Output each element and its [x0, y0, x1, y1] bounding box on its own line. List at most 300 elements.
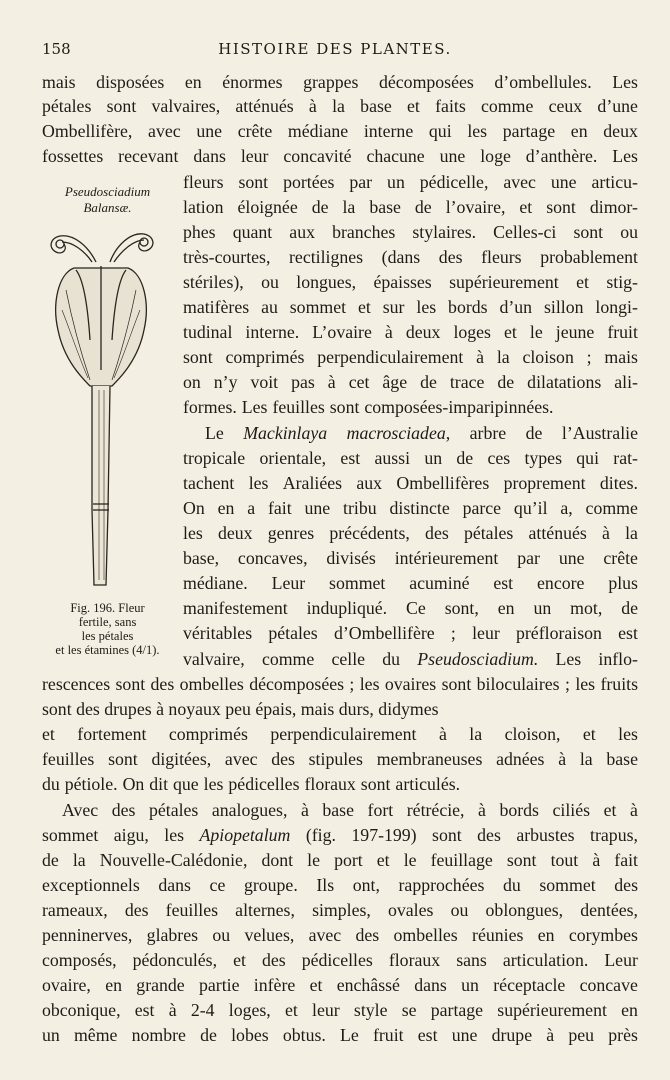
word: dans [158, 875, 191, 895]
word: types [524, 448, 562, 468]
word: Le [205, 423, 224, 443]
word: des [355, 925, 380, 945]
word: du [382, 649, 401, 669]
word: a, [560, 498, 573, 518]
word: et [357, 297, 371, 317]
word: du [503, 875, 521, 895]
word: par [517, 548, 540, 568]
word: partage [430, 1000, 484, 1020]
word: une [550, 172, 577, 192]
figure-caption-line-1: Fig. 196. Fleur [70, 601, 145, 615]
word: de [200, 1025, 217, 1045]
word: articulés. [395, 774, 461, 794]
text-paragraph-wrap: rescences sont des ombelles décomposées ; les ovaires sont biloculaires ; les fruits sont des drupes à noyaux peu épais, mais durs, didymes [42, 674, 638, 719]
word: aigu, [113, 825, 149, 845]
word: jeune [555, 322, 595, 342]
word: lobes [231, 1025, 269, 1045]
word: bords [448, 297, 488, 317]
word: feuilles [165, 900, 219, 920]
word: cloison, [504, 724, 561, 744]
word: valvaire, [183, 649, 245, 669]
word: au [261, 297, 278, 317]
word: en [621, 1000, 638, 1020]
word: crête [603, 548, 638, 568]
word: mais [42, 72, 76, 92]
word: à [476, 347, 485, 367]
word: ou [450, 900, 469, 920]
word: Ombellifère, [42, 121, 133, 141]
text-line [183, 320, 638, 344]
word: analogues, [211, 800, 288, 820]
word: ombelles [393, 925, 458, 945]
figure-caption-line-4: et les étamines (4/1). [55, 643, 160, 657]
running-title: HISTOIRE DES PLANTES. [218, 40, 452, 58]
word: membraneuses [376, 749, 483, 769]
word: leur [312, 1000, 340, 1020]
word: pétales [42, 96, 92, 116]
word: divisés [326, 548, 376, 568]
word: pédicelles [228, 774, 300, 794]
word: ou [620, 222, 638, 242]
word: véritables [183, 623, 253, 643]
word: Avec [62, 800, 99, 820]
word: partage [502, 121, 556, 141]
text-line [183, 596, 638, 620]
word: dans [193, 146, 226, 166]
word: simples, [312, 900, 371, 920]
text-line [183, 471, 638, 495]
word: obconique, [42, 1000, 121, 1020]
word: comprimés [225, 347, 305, 367]
word: tropicale [183, 448, 246, 468]
word: grande [136, 975, 185, 995]
word: proprement [503, 473, 586, 493]
word: exceptionnels [42, 875, 140, 895]
word: pétiole. [64, 774, 118, 794]
word: de [311, 197, 329, 217]
word: du [42, 774, 60, 794]
word: perpendiculairement [317, 347, 464, 367]
word: sont [108, 749, 138, 769]
word: base [322, 800, 354, 820]
word: leur [240, 146, 269, 166]
word: Les [555, 649, 582, 669]
word: les [618, 724, 638, 744]
word: d’ombellules. [494, 72, 592, 92]
word: Apiopetalum [199, 825, 291, 845]
word: a [247, 498, 256, 518]
word: de [420, 372, 437, 392]
word: une [451, 1025, 478, 1045]
word: matifères [183, 297, 250, 317]
word: qui [576, 448, 600, 468]
word: sont [360, 774, 391, 794]
word: fait [267, 498, 292, 518]
word: que [173, 774, 199, 794]
word: tudinal [183, 322, 233, 342]
word: celle [331, 649, 366, 669]
word: articu- [591, 172, 638, 192]
word: et [42, 724, 55, 744]
word: et [284, 1000, 298, 1020]
word: stylaires. [412, 222, 477, 242]
word: en [217, 498, 235, 518]
text-line [183, 245, 638, 269]
word: aux [356, 473, 383, 493]
text-line [183, 521, 638, 545]
word: précédents, [329, 523, 410, 543]
word: sont [432, 825, 462, 845]
word: les [467, 121, 488, 141]
word: Ce [406, 598, 426, 618]
word: plus [608, 573, 638, 593]
word: et [576, 272, 589, 292]
word: nombre [131, 1025, 186, 1045]
word: aux [289, 222, 315, 242]
word: de [621, 598, 638, 618]
text-line [183, 220, 638, 244]
word: pédonculés, [132, 950, 218, 970]
word: dans [414, 975, 447, 995]
word: stig- [606, 272, 638, 292]
word: comme [261, 649, 315, 669]
word: fleurs [481, 247, 522, 267]
word: une [304, 498, 331, 518]
word: port [334, 850, 363, 870]
word: ciliés [552, 800, 591, 820]
word: Ils [316, 875, 335, 895]
word: voit [250, 372, 279, 392]
word: ovales [388, 900, 434, 920]
word: à [300, 800, 309, 820]
word: encore [537, 573, 585, 593]
text-line [183, 345, 638, 369]
word: grappes [303, 72, 359, 92]
word: pas [291, 372, 315, 392]
word: les [416, 297, 437, 317]
text-line [183, 195, 638, 219]
word: Les [612, 72, 638, 92]
word: ont, [352, 875, 380, 895]
word: fortement [77, 724, 147, 744]
word: et [603, 800, 617, 820]
word: d’un [499, 297, 533, 317]
word: les [164, 825, 185, 845]
word: infère [253, 975, 296, 995]
word: dilatations [527, 372, 602, 392]
word: base [360, 96, 392, 116]
word: longues, [296, 272, 357, 292]
word: Pseudosciadium. [417, 649, 539, 669]
word: faits [435, 96, 466, 116]
word: la [625, 523, 638, 543]
word: sommet [289, 297, 347, 317]
word: concave [579, 975, 638, 995]
word: très-courtes, [183, 247, 271, 267]
word: alternes, [235, 900, 295, 920]
word: énormes [222, 72, 283, 92]
word: sont [183, 347, 213, 367]
word: pédicelle, [419, 172, 489, 192]
word: un [387, 172, 405, 192]
word: sont [106, 96, 137, 116]
word: à [602, 523, 610, 543]
word: supérieurement [497, 1000, 607, 1020]
word: décomposées [379, 72, 474, 92]
word: recevant [118, 146, 179, 166]
text-line [183, 496, 638, 520]
word: Celles-ci [493, 222, 557, 242]
word: penninerves, [42, 925, 133, 945]
word: les [203, 774, 224, 794]
word: de [497, 372, 515, 392]
text-line [42, 722, 638, 746]
word: loges, [228, 1000, 271, 1020]
word: concavité [283, 146, 352, 166]
word: des [477, 825, 501, 845]
word: orientale, [259, 448, 327, 468]
word: loges [453, 322, 491, 342]
word: et [504, 322, 517, 342]
word: en [184, 72, 202, 92]
word: rectilignes [289, 247, 364, 267]
word: groupe. [243, 875, 298, 895]
word: quant [232, 222, 273, 242]
word: fleurs [183, 172, 224, 192]
word: la [342, 197, 356, 217]
word: et [309, 975, 323, 995]
word: sillon [543, 297, 584, 317]
word: âge [382, 372, 408, 392]
word: sont [329, 397, 360, 417]
word: en [537, 925, 555, 945]
text-line [42, 144, 638, 168]
word: des [438, 247, 463, 267]
word: qui [428, 121, 452, 141]
word: macrosciadea, [346, 423, 451, 443]
word: est [417, 1025, 438, 1045]
word: composées-imparipinnées. [364, 397, 554, 417]
word: réceptacle [493, 975, 566, 995]
word: des [261, 950, 286, 970]
text-line [42, 70, 638, 94]
word: ceux [548, 96, 583, 116]
word: On [183, 498, 205, 518]
text-line [42, 823, 638, 847]
figure-caption-top [40, 184, 175, 216]
word: médiane [287, 121, 349, 141]
word: base [606, 749, 638, 769]
word: partie [199, 975, 240, 995]
word: de [414, 197, 432, 217]
word: mot, [570, 598, 603, 618]
word: Le [340, 1025, 359, 1045]
word: velues, [244, 925, 295, 945]
word: dont [261, 850, 294, 870]
word: la [72, 850, 86, 870]
word: d’anthère. [525, 146, 598, 166]
word: sommet [42, 825, 99, 845]
word: phes [183, 222, 216, 242]
word: rameaux, [42, 900, 108, 920]
word: ces [487, 448, 511, 468]
word: glabres [146, 925, 199, 945]
word: une [439, 146, 466, 166]
word: en [497, 598, 515, 618]
word: un [461, 975, 479, 995]
word: chacune [366, 146, 425, 166]
word: stériles), [183, 272, 244, 292]
word: d’une [597, 96, 638, 116]
text-line [42, 923, 638, 947]
word: les [183, 523, 203, 543]
word: à [592, 850, 601, 870]
word: base, [183, 548, 220, 568]
word: et [407, 96, 420, 116]
word: deux [217, 523, 253, 543]
word: atténués [528, 523, 587, 543]
word: ou [261, 272, 279, 292]
word: sont [573, 222, 604, 242]
word: fort [367, 800, 394, 820]
word: en [105, 975, 122, 995]
word: par [349, 172, 373, 192]
word: un [424, 448, 443, 468]
word: articulation. [502, 950, 589, 970]
word: ce [209, 875, 226, 895]
word: le [529, 322, 543, 342]
word: la [496, 347, 510, 367]
word: se [401, 1000, 417, 1020]
text-line [42, 948, 638, 972]
word: acuminé [409, 573, 470, 593]
word: arbre [469, 423, 507, 443]
word: des [271, 749, 295, 769]
word: (dans [381, 247, 421, 267]
word: leur [472, 623, 500, 643]
word: cloison [522, 347, 574, 367]
word: On [122, 774, 145, 794]
text-line [183, 295, 638, 319]
word: stipules [308, 749, 363, 769]
word: l’ovaire, [445, 197, 506, 217]
word: la [469, 724, 483, 744]
word: dites. [599, 473, 638, 493]
word: Nouvelle-Calédonie, [99, 850, 248, 870]
word: portées [283, 172, 335, 192]
word: probablement [540, 247, 638, 267]
word: floraux [304, 774, 356, 794]
word: longi- [595, 297, 638, 317]
word: est [493, 573, 514, 593]
word: sans [456, 950, 487, 970]
word: une [558, 548, 585, 568]
word: 197-199) [351, 825, 417, 845]
word: pétales [268, 623, 318, 643]
word: (fig. [305, 825, 336, 845]
text-line [183, 647, 638, 671]
word: n’y [213, 372, 238, 392]
word: sont [506, 850, 537, 870]
figure-caption-line-2: fertile, sans [78, 615, 137, 629]
text-line [183, 621, 638, 645]
word: avec [148, 121, 181, 141]
word: dimor- [589, 197, 638, 217]
word: trace [449, 372, 485, 392]
word: genres [267, 523, 315, 543]
word: cet [348, 372, 370, 392]
word: préfloraison [516, 623, 602, 643]
word: médiane. [183, 573, 248, 593]
word: est [134, 1000, 155, 1020]
word: crête [237, 121, 273, 141]
text-line [42, 973, 638, 997]
word: inflo- [598, 649, 638, 669]
word: de [42, 850, 59, 870]
word: adnées [496, 749, 545, 769]
word: sont [546, 197, 576, 217]
word: feuilles [42, 749, 95, 769]
word: formes. [183, 397, 237, 417]
word: fruit [607, 322, 638, 342]
word: et [519, 197, 533, 217]
text-line [42, 848, 638, 872]
word: tout [550, 850, 579, 870]
word: mais [604, 347, 638, 367]
word: à [327, 372, 336, 392]
word: ; [450, 623, 456, 643]
word: comme [481, 96, 534, 116]
word: floraux [388, 950, 441, 970]
word: branches [332, 222, 396, 242]
word: deux [405, 322, 441, 342]
word: fossettes [42, 146, 104, 166]
word: ou [212, 925, 231, 945]
page-number: 158 [42, 40, 71, 58]
word: l’Australie [561, 423, 638, 443]
word: sur [382, 297, 405, 317]
word: fait [614, 850, 638, 870]
figure-caption-line-3: les pétales [81, 629, 134, 643]
word: trapus, [590, 825, 638, 845]
word: sommet [329, 573, 386, 593]
word: pédicelles [301, 950, 373, 970]
word: obtus. [282, 1025, 326, 1045]
word: intérieurement [394, 548, 499, 568]
word: rétrécie, [406, 800, 465, 820]
word: deux [603, 121, 638, 141]
word: à [629, 800, 638, 820]
word: avec [308, 925, 342, 945]
word: à [308, 96, 317, 116]
word: peu [568, 1025, 595, 1045]
word: à [558, 749, 567, 769]
word: en [570, 121, 588, 141]
word: d’Ombellifère [333, 623, 435, 643]
word: interne. [245, 322, 300, 342]
word: un [533, 598, 552, 618]
word: arbustes [516, 825, 575, 845]
word: réunies [472, 925, 524, 945]
word: des [614, 875, 638, 895]
word: Ombellifères [396, 473, 490, 493]
word: perpendiculairement [270, 724, 417, 744]
word: 2-4 [190, 1000, 215, 1020]
figure-caption-species: Balansæ. [83, 200, 132, 215]
word: tribu [343, 498, 377, 518]
figure-caption-genus: Pseudosciadium [64, 184, 151, 199]
word: ali- [614, 372, 638, 392]
